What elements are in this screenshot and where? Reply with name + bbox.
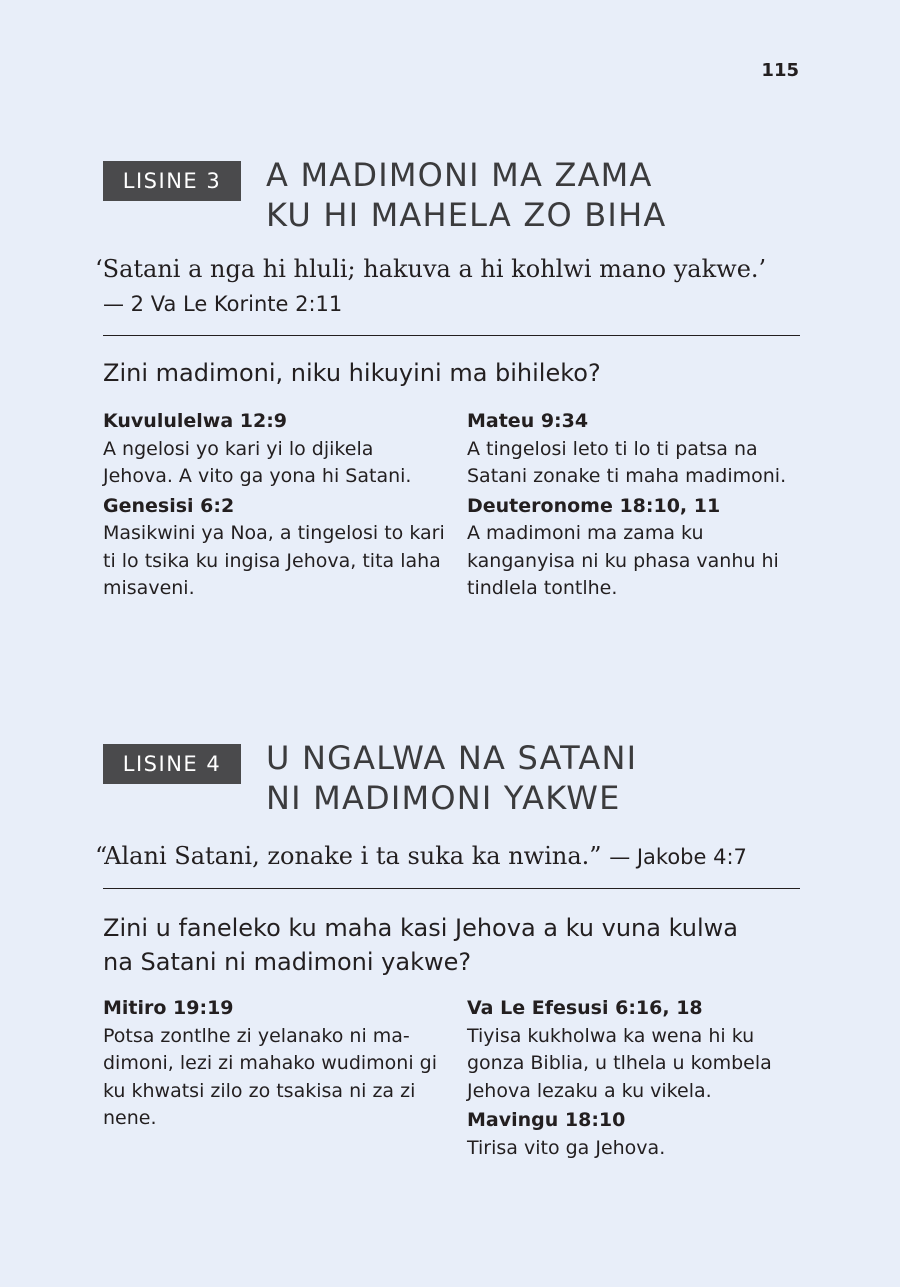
theme-quote-text: “Alani Satani, zonake i ta suka ka nwina.”	[95, 842, 602, 870]
scripture-summary: Potsa zontlhe zi yelanako ni madimoni, lezi zi mahako wudimoni gi ku khwatsi zilo zo tsakisa ni za zi nene.	[103, 1024, 438, 1129]
scripture-column-right	[467, 408, 812, 605]
scripture-column-left	[103, 408, 448, 605]
divider	[103, 888, 800, 889]
scripture-summary: Tiyisa kukholwa ka wena hi ku gonza Biblia, u tlhela u kombela Jehova lezaku a ku vikela.	[467, 1024, 772, 1102]
theme-quote: ‘Satani a nga hi hluli; hakuva a hi kohlwi mano yakwe.’	[95, 255, 767, 283]
scripture-summary: Tirisa vito ga Jehova.	[467, 1136, 666, 1159]
lesson-question	[103, 911, 803, 979]
scripture-summary: A ngelosi yo kari yi lo djikela Jehova. A vito ga yona hi Satani.	[103, 437, 412, 487]
theme-quote-reference: — Jakobe 4:7	[609, 845, 747, 869]
divider	[103, 335, 800, 336]
scripture-summary: A madimoni ma zama ku kanganyisa ni ku phasa vanhu hi tindlela tontlhe.	[467, 522, 779, 599]
lesson-title-line: U NGALWA NA SATANI	[266, 739, 638, 777]
lesson-label: LISINE 4	[103, 744, 241, 784]
scripture-column-left	[103, 995, 448, 1135]
scripture-reference: Mitiro 19:19	[103, 997, 234, 1019]
lesson-question: Zini madimoni, niku hikuyini ma bihileko?	[103, 359, 601, 387]
scripture-reference: Deuteronome 18:10, 11	[467, 494, 721, 517]
lesson-title	[266, 738, 637, 818]
scripture-summary: A tingelosi leto ti lo ti patsa na Satani zonake ti maha madimoni.	[467, 437, 787, 487]
scripture-reference: Mateu 9:34	[467, 410, 589, 432]
lesson-question-line: na Satani ni madimoni yakwe?	[103, 948, 472, 976]
scripture-column-right	[467, 995, 812, 1164]
scripture-reference: Kuvululelwa 12:9	[103, 410, 288, 432]
page-number: 115	[761, 60, 799, 81]
theme-quote	[95, 842, 747, 870]
lesson-title-line: NI MADIMONI YAKWE	[266, 779, 621, 817]
theme-quote-reference: — 2 Va Le Korinte 2:11	[103, 292, 343, 316]
lesson-label: LISINE 3	[103, 161, 241, 201]
scripture-reference: Va Le Efesusi 6:16, 18	[467, 997, 703, 1019]
scripture-reference: Genesisi 6:2	[103, 494, 235, 517]
scripture-reference: Mavingu 18:10	[467, 1109, 626, 1131]
scripture-summary: Masikwini ya Noa, a tingelosi to kari ti lo tsika ku ingisa Jehova, tita laha misaveni.	[103, 522, 445, 599]
lesson-title	[266, 155, 666, 235]
lesson-title-line: KU HI MAHELA ZO BIHA	[266, 196, 667, 234]
lesson-question-line: Zini u faneleko ku maha kasi Jehova a ku vuna kulwa	[103, 914, 738, 942]
lesson-title-line: A MADIMONI MA ZAMA	[266, 156, 653, 194]
